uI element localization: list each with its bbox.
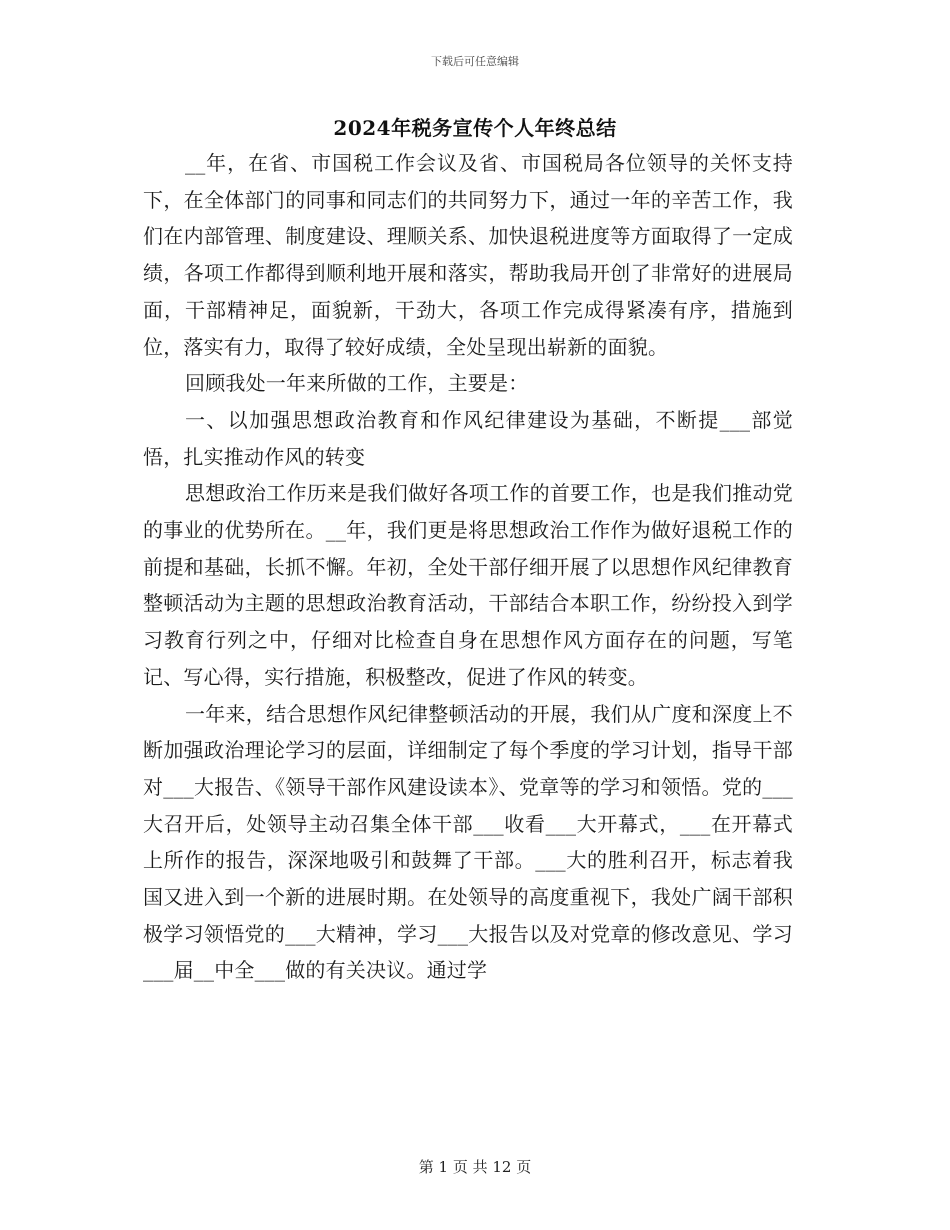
page-header-note: 下载后可任意编辑 xyxy=(431,55,519,68)
document-body xyxy=(143,145,793,989)
paragraph-study: 一年来，结合思想作风纪律整顿活动的开展，我们从广度和深度上不断加强政治理论学习的层面，详细制定了每个季度的学习计划，指导干部对___大报告、《领导干部作风建设读本》、党章等的学习和领悟。党的___大召开后，处领导主动召集全体干部___收看___大开幕式，___在开幕式上所作的报告，深深地吸引和鼓舞了干部。___大的胜利召开，标志着我国又进入到一个新的进展时期。在处领导的高度重视下，我处广阔干部积极学习领悟党的___大精神，学习___大报告以及对党章的修改意见、学习___届__中全___做的有关决议。通过学 xyxy=(143,701,793,983)
paragraph-review: 回顾我处一年来所做的工作，主要是： xyxy=(185,371,529,396)
paragraph-intro: __年，在省、市国税工作会议及省、市国税局各位领导的关怀支持下，在全体部门的同事和同志们的共同努力下，通过一年的辛苦工作，我们在内部管理、制度建设、理顺关系、加快退税进度等方面取得了一定成绩，各项工作都得到顺利地开展和落实，帮助我局开创了非常好的进展局面，干部精神足，面貌新，干劲大，各项工作完成得紧凑有序，措施到位，落实有力，取得了较好成绩，全处呈现出崭新的面貌。 xyxy=(143,151,793,359)
page-number: 第 1 页 共 12 页 xyxy=(418,1158,532,1176)
paragraph-political-work: 思想政治工作历来是我们做好各项工作的首要工作，也是我们推动党的事业的优势所在。__年，我们更是将思想政治工作作为做好退税工作的前提和基础，长抓不懈。年初，全处干部仔细开展了以思想作风纪律教育整顿活动为主题的思想政治教育活动，干部结合本职工作，纷纷投入到学习教育行列之中，仔细对比检查自身在思想作风方面存在的问题，写笔记、写心得，实行措施，积极整改，促进了作风的转变。 xyxy=(143,481,793,689)
section-heading-1: 一、以加强思想政治教育和作风纪律建设为基础，不断提___部觉悟，扎实推动作风的转变 xyxy=(143,407,793,469)
document-title: 2024年税务宣传个人年终总结 xyxy=(333,116,617,140)
